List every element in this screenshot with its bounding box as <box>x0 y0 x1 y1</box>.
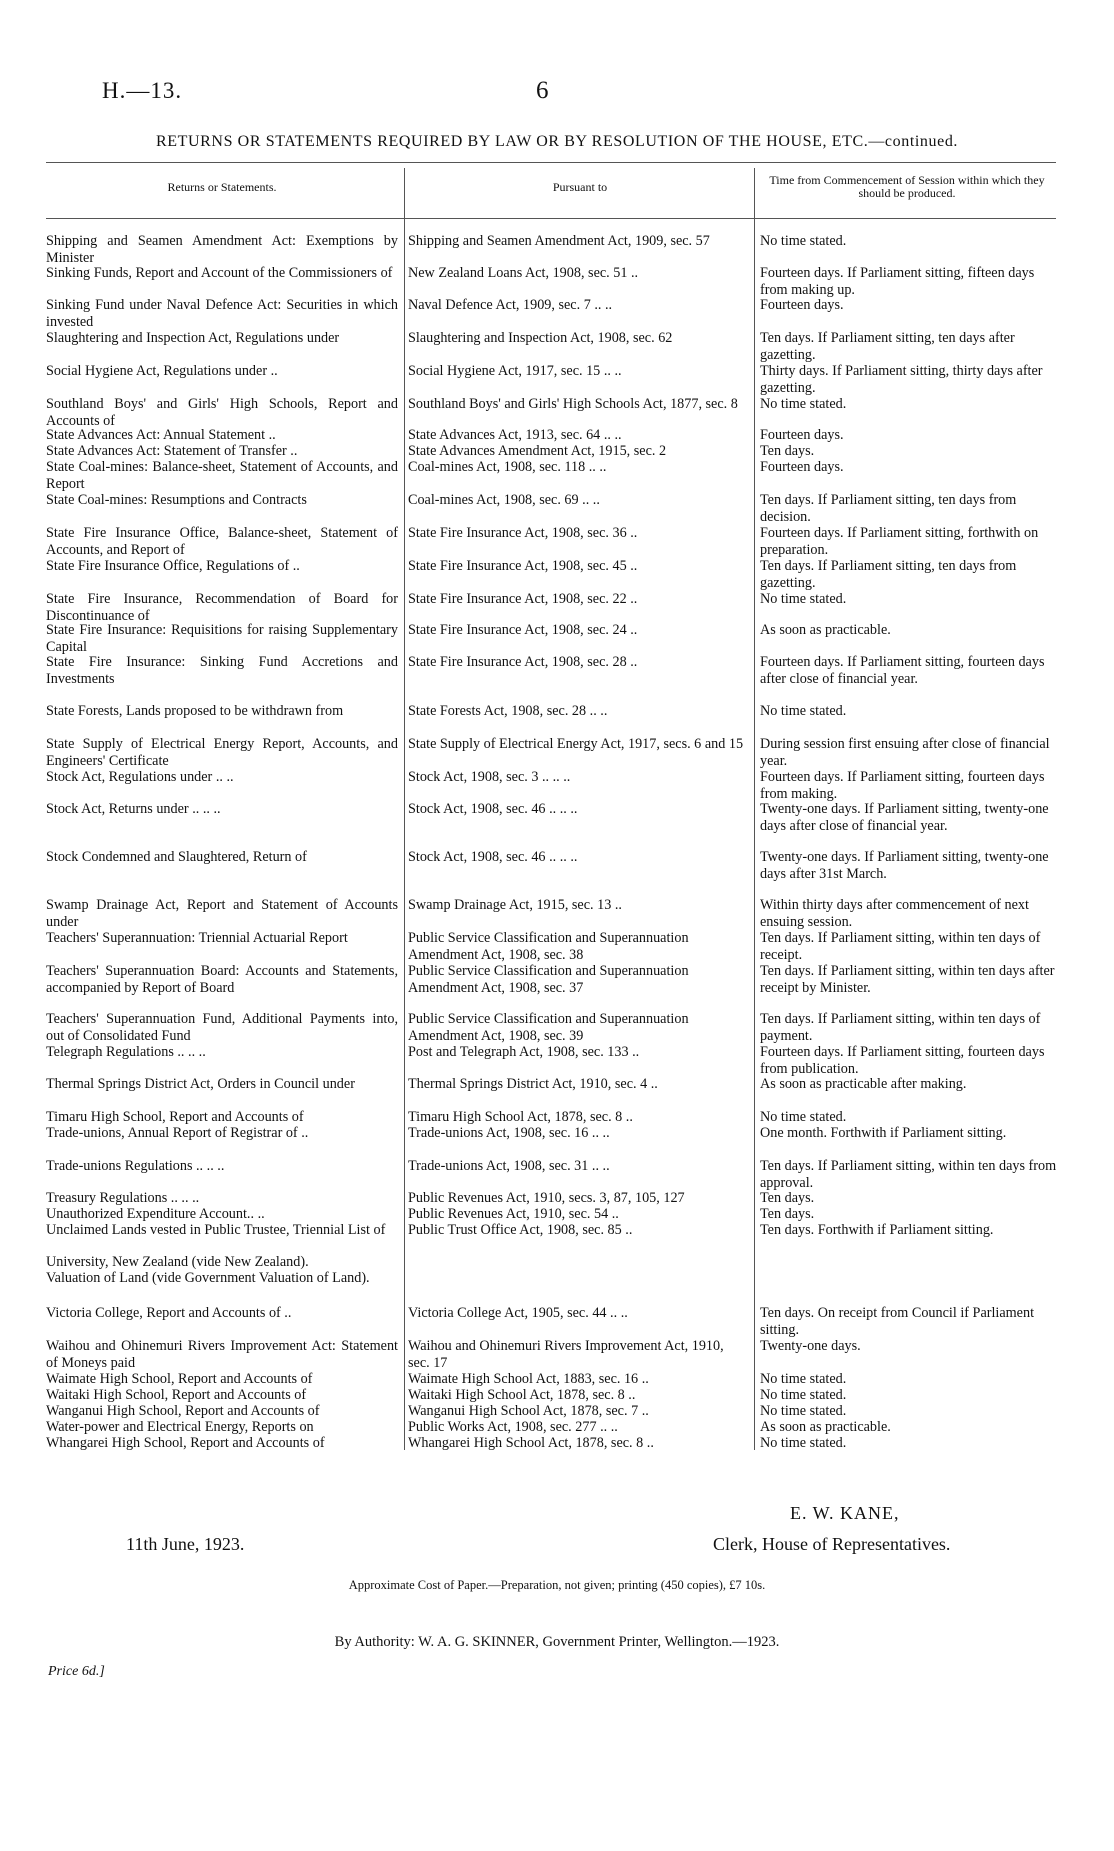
date: 11th June, 1923. <box>126 1534 245 1554</box>
time-cell: Ten days. <box>760 1206 815 1222</box>
statement-cell: Valuation of Land (vide Government Valuation of Land). <box>46 1270 370 1286</box>
column-header-statements: Returns or Statements. <box>167 180 277 194</box>
statement-cell: Slaughtering and Inspection Act, Regulations under <box>46 330 340 346</box>
statement-cell: Whangarei High School, Report and Accounts of <box>46 1435 325 1451</box>
time-cell: Ten days. If Parliament sitting, ten days from gazetting. <box>760 558 1017 591</box>
pursuant-cell: State Forests Act, 1908, sec. 28 .. .. <box>408 703 608 719</box>
page-number: 6 <box>536 77 549 104</box>
statement-cell: State Supply of Electrical Energy Report, Accounts, and Engineers' Certificate <box>46 736 398 769</box>
pursuant-cell: Public Trust Office Act, 1908, sec. 85 .. <box>408 1222 633 1238</box>
pursuant-cell: Timaru High School Act, 1878, sec. 8 .. <box>408 1109 633 1125</box>
page-title: RETURNS OR STATEMENTS REQUIRED BY LAW OR BY RESOLUTION OF THE HOUSE, ETC.—continued. <box>155 133 959 150</box>
pursuant-cell: State Advances Act, 1913, sec. 64 .. .. <box>408 427 622 443</box>
pursuant-cell: Public Works Act, 1908, sec. 277 .. .. <box>408 1419 618 1435</box>
pursuant-cell: New Zealand Loans Act, 1908, sec. 51 .. <box>408 265 639 281</box>
signatory-title: Clerk, House of Representatives. <box>713 1534 951 1554</box>
time-cell: No time stated. <box>760 1387 847 1403</box>
pursuant-cell: State Fire Insurance Act, 1908, sec. 45 .. <box>408 558 638 574</box>
statement-cell: Southland Boys' and Girls' High Schools, Report and Accounts of <box>46 396 398 429</box>
pursuant-cell: Swamp Drainage Act, 1915, sec. 13 .. <box>408 897 622 913</box>
time-cell: Ten days. If Parliament sitting, ten days from decision. <box>760 492 1017 525</box>
time-cell: No time stated. <box>760 1435 847 1451</box>
statement-cell: Thermal Springs District Act, Orders in Council under <box>46 1076 355 1092</box>
time-cell: Fourteen days. If Parliament sitting, fifteen days from making up. <box>760 265 1035 298</box>
time-cell: Ten days. If Parliament sitting, within ten days of payment. <box>760 1011 1041 1044</box>
pursuant-cell: Social Hygiene Act, 1917, sec. 15 .. .. <box>408 363 622 379</box>
pursuant-cell: Stock Act, 1908, sec. 3 .. .. .. <box>408 769 571 785</box>
pursuant-cell: Public Service Classification and Superannuation Amendment Act, 1908, sec. 37 <box>408 963 689 996</box>
pursuant-cell: Public Revenues Act, 1910, secs. 3, 87, 105, 127 <box>408 1190 685 1206</box>
statement-cell: State Fire Insurance Office, Balance-sheet, Statement of Accounts, and Report of <box>46 525 398 558</box>
statement-cell: Sinking Fund under Naval Defence Act: Securities in which invested <box>46 297 398 330</box>
statement-cell: State Fire Insurance Office, Regulations of .. <box>46 558 300 574</box>
statement-cell: Teachers' Superannuation Board: Accounts and Statements, accompanied by Report of Board <box>46 963 398 996</box>
pursuant-cell: Waimate High School Act, 1883, sec. 16 .. <box>408 1371 649 1387</box>
statement-cell: Swamp Drainage Act, Report and Statement of Accounts under <box>46 897 398 930</box>
statement-cell: Trade-unions Regulations .. .. .. <box>46 1158 225 1174</box>
statement-cell: Social Hygiene Act, Regulations under .. <box>46 363 278 379</box>
time-cell: No time stated. <box>760 703 847 719</box>
statement-cell: Waihou and Ohinemuri Rivers Improvement Act: Statement of Moneys paid <box>46 1338 398 1371</box>
statement-cell: University, New Zealand (vide New Zealand). <box>46 1254 309 1270</box>
pursuant-cell: Slaughtering and Inspection Act, 1908, sec. 62 <box>408 330 673 346</box>
pursuant-cell: State Fire Insurance Act, 1908, sec. 24 .. <box>408 622 638 638</box>
pursuant-cell: Naval Defence Act, 1909, sec. 7 .. .. <box>408 297 613 313</box>
pursuant-cell: State Fire Insurance Act, 1908, sec. 22 .. <box>408 591 638 607</box>
time-cell: Fourteen days. If Parliament sitting, fourteen days after close of financial year. <box>760 654 1045 687</box>
pursuant-cell: Shipping and Seamen Amendment Act, 1909, sec. 57 <box>408 233 710 249</box>
time-cell: Ten days. <box>760 1190 815 1206</box>
pursuant-cell: State Supply of Electrical Energy Act, 1917, secs. 6 and 15 <box>408 736 744 752</box>
column-divider-1 <box>404 168 405 1450</box>
time-cell: Ten days. If Parliament sitting, ten days after gazetting. <box>760 330 1015 363</box>
statement-cell: Stock Condemned and Slaughtered, Return of <box>46 849 307 865</box>
time-cell: One month. Forthwith if Parliament sitting. <box>760 1125 1007 1141</box>
time-cell: Ten days. Forthwith if Parliament sitting. <box>760 1222 994 1238</box>
pursuant-cell: Whangarei High School Act, 1878, sec. 8 .. <box>408 1435 654 1451</box>
statement-cell: Water-power and Electrical Energy, Reports on <box>46 1419 314 1435</box>
pursuant-cell: Trade-unions Act, 1908, sec. 31 .. .. <box>408 1158 610 1174</box>
pursuant-cell: Thermal Springs District Act, 1910, sec. 4 .. <box>408 1076 658 1092</box>
time-cell: No time stated. <box>760 1109 847 1125</box>
statement-cell: Waitaki High School, Report and Accounts of <box>46 1387 307 1403</box>
statement-cell: Timaru High School, Report and Accounts of <box>46 1109 304 1125</box>
time-cell: Fourteen days. If Parliament sitting, forthwith on preparation. <box>760 525 1039 558</box>
statement-cell: Wanganui High School, Report and Accounts of <box>46 1403 320 1419</box>
pursuant-cell: Public Service Classification and Superannuation Amendment Act, 1908, sec. 38 <box>408 930 689 963</box>
pursuant-cell: Waitaki High School Act, 1878, sec. 8 .. <box>408 1387 636 1403</box>
statement-cell: State Coal-mines: Resumptions and Contracts <box>46 492 307 508</box>
cost-note: Approximate Cost of Paper.—Preparation, not given; printing (450 copies), £7 10s. <box>348 1578 766 1592</box>
statement-cell: Stock Act, Regulations under .. .. <box>46 769 234 785</box>
statement-cell: Teachers' Superannuation: Triennial Actuarial Report <box>46 930 348 946</box>
time-cell: Ten days. If Parliament sitting, within ten days of receipt. <box>760 930 1041 963</box>
header-bottom-rule <box>46 218 1056 219</box>
statement-cell: Telegraph Regulations .. .. .. <box>46 1044 206 1060</box>
pursuant-cell: State Fire Insurance Act, 1908, sec. 36 .. <box>408 525 638 541</box>
pursuant-cell: Coal-mines Act, 1908, sec. 118 .. .. <box>408 459 607 475</box>
time-cell: Twenty-one days. <box>760 1338 861 1354</box>
pursuant-cell: Waihou and Ohinemuri Rivers Improvement Act, 1910, sec. 17 <box>408 1338 724 1371</box>
statement-cell: Shipping and Seamen Amendment Act: Exemptions by Minister <box>46 233 398 266</box>
statement-cell: State Advances Act: Annual Statement .. <box>46 427 276 443</box>
time-cell: Ten days. If Parliament sitting, within ten days from approval. <box>760 1158 1057 1191</box>
time-cell: Ten days. If Parliament sitting, within ten days after receipt by Minister. <box>760 963 1055 996</box>
price: Price 6d.] <box>48 1664 105 1679</box>
statement-cell: Waimate High School, Report and Accounts of <box>46 1371 313 1387</box>
time-cell: No time stated. <box>760 1371 847 1387</box>
time-cell: Fourteen days. If Parliament sitting, fourteen days from making. <box>760 769 1045 802</box>
pursuant-cell: Victoria College Act, 1905, sec. 44 .. .. <box>408 1305 628 1321</box>
time-cell: Fourteen days. <box>760 459 844 475</box>
pursuant-cell: Stock Act, 1908, sec. 46 .. .. .. <box>408 801 578 817</box>
time-cell: Twenty-one days. If Parliament sitting, twenty-one days after 31st March. <box>760 849 1049 882</box>
statement-cell: State Advances Act: Statement of Transfer .. <box>46 443 298 459</box>
column-header-time: Time from Commencement of Session within which they should be produced. <box>769 173 1045 200</box>
signatory-name: E. W. KANE, <box>790 1503 900 1523</box>
statement-cell: Teachers' Superannuation Fund, Additional Payments into, out of Consolidated Fund <box>46 1011 398 1044</box>
time-cell: Fourteen days. <box>760 427 844 443</box>
time-cell: During session first ensuing after close of financial year. <box>760 736 1050 769</box>
authority-line: By Authority: W. A. G. SKINNER, Government Printer, Wellington.—1923. <box>334 1634 780 1650</box>
time-cell: Fourteen days. <box>760 297 844 313</box>
time-cell: Ten days. On receipt from Council if Parliament sitting. <box>760 1305 1035 1338</box>
statement-cell: Stock Act, Returns under .. .. .. <box>46 801 221 817</box>
column-divider-2 <box>754 168 755 1450</box>
statement-cell: State Fire Insurance: Sinking Fund Accretions and Investments <box>46 654 398 687</box>
pursuant-cell: Public Revenues Act, 1910, sec. 54 .. <box>408 1206 619 1222</box>
time-cell: No time stated. <box>760 233 847 249</box>
statement-cell: State Fire Insurance: Requisitions for raising Supplementary Capital <box>46 622 398 655</box>
pursuant-cell: Wanganui High School Act, 1878, sec. 7 .. <box>408 1403 649 1419</box>
pursuant-cell: Stock Act, 1908, sec. 46 .. .. .. <box>408 849 578 865</box>
document-reference: H.—13. <box>102 78 183 103</box>
pursuant-cell: Coal-mines Act, 1908, sec. 69 .. .. <box>408 492 600 508</box>
pursuant-cell: State Advances Amendment Act, 1915, sec. 2 <box>408 443 667 459</box>
pursuant-cell: Public Service Classification and Superannuation Amendment Act, 1908, sec. 39 <box>408 1011 689 1044</box>
time-cell: Thirty days. If Parliament sitting, thirty days after gazetting. <box>760 363 1043 396</box>
statement-cell: Trade-unions, Annual Report of Registrar of .. <box>46 1125 309 1141</box>
pursuant-cell: Post and Telegraph Act, 1908, sec. 133 .. <box>408 1044 640 1060</box>
statement-cell: State Coal-mines: Balance-sheet, Statement of Accounts, and Report <box>46 459 398 492</box>
statement-cell: Sinking Funds, Report and Account of the Commissioners of <box>46 265 393 281</box>
statement-cell: State Forests, Lands proposed to be withdrawn from <box>46 703 344 719</box>
time-cell: As soon as practicable after making. <box>760 1076 967 1092</box>
time-cell: No time stated. <box>760 396 847 412</box>
pursuant-cell: Trade-unions Act, 1908, sec. 16 .. .. <box>408 1125 610 1141</box>
time-cell: Ten days. <box>760 443 815 459</box>
statement-cell: Unclaimed Lands vested in Public Trustee, Triennial List of <box>46 1222 386 1238</box>
statement-cell: Victoria College, Report and Accounts of .. <box>46 1305 292 1321</box>
time-cell: As soon as practicable. <box>760 1419 891 1435</box>
time-cell: No time stated. <box>760 591 847 607</box>
time-cell: Fourteen days. If Parliament sitting, fourteen days from publication. <box>760 1044 1045 1077</box>
pursuant-cell: State Fire Insurance Act, 1908, sec. 28 .. <box>408 654 638 670</box>
statement-cell: Treasury Regulations .. .. .. <box>46 1190 200 1206</box>
table-top-rule <box>46 162 1056 163</box>
column-header-pursuant: Pursuant to <box>552 180 608 194</box>
statement-cell: State Fire Insurance, Recommendation of Board for Discontinuance of <box>46 591 398 624</box>
time-cell: As soon as practicable. <box>760 622 891 638</box>
pursuant-cell: Southland Boys' and Girls' High Schools Act, 1877, sec. 8 <box>408 396 738 412</box>
time-cell: No time stated. <box>760 1403 847 1419</box>
time-cell: Twenty-one days. If Parliament sitting, twenty-one days after close of financial year. <box>760 801 1049 834</box>
statement-cell: Unauthorized Expenditure Account.. .. <box>46 1206 265 1222</box>
time-cell: Within thirty days after commencement of next ensuing session. <box>760 897 1029 930</box>
